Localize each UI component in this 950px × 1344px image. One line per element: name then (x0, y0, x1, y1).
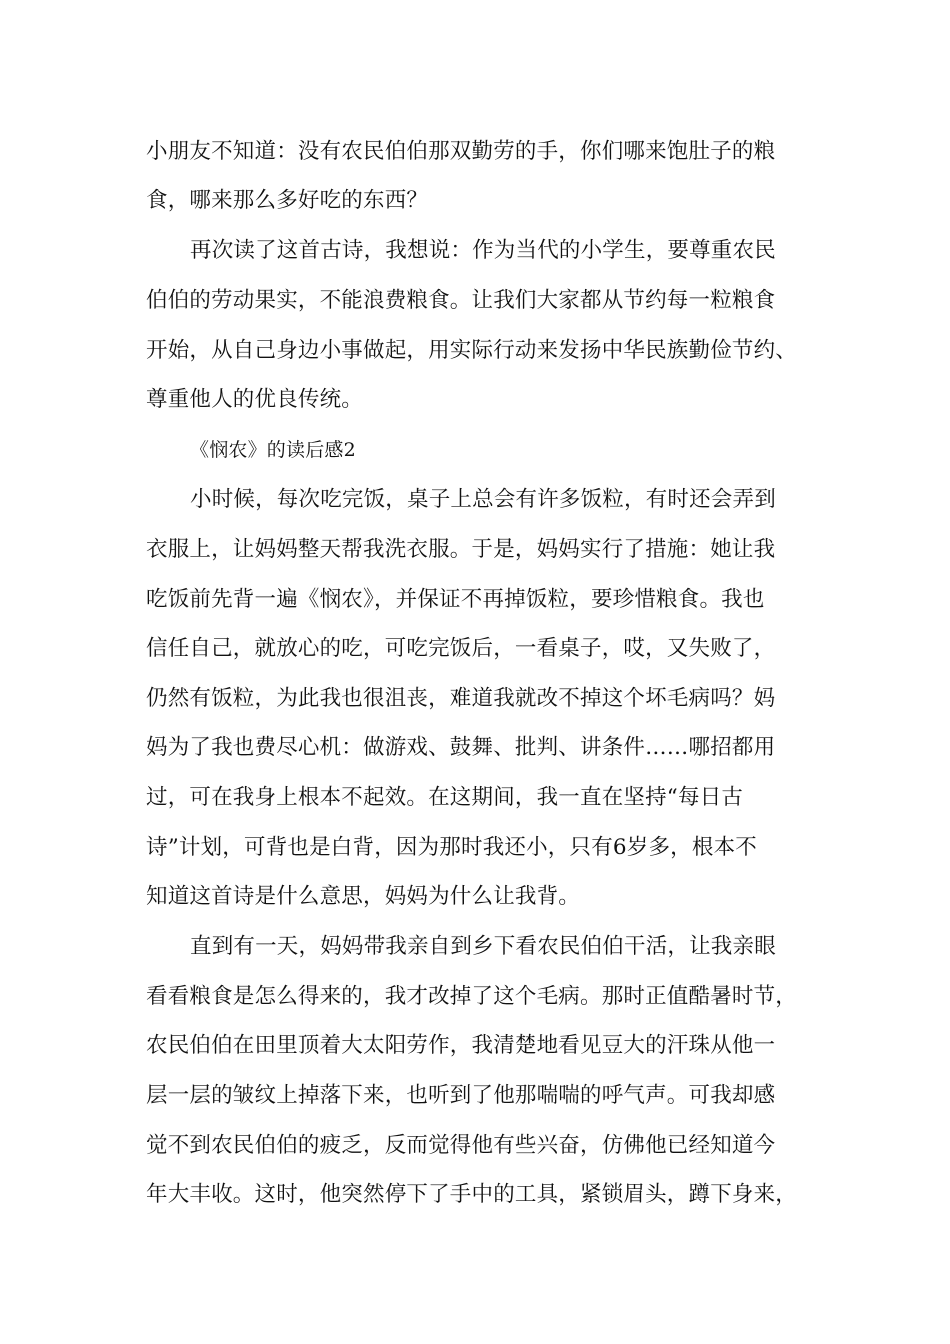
text-line-10: 吃饭前先背一遍《悯农》，并保证不再掉饭粒，要珍惜粮食。我也 (146, 587, 765, 612)
text-line-6: 尊重他人的优良传统。 (146, 387, 364, 412)
text-line-14: 过，可在我身上根本不起效。在这期间，我一直在坚持“每日古 (146, 785, 744, 810)
text-line-13: 妈为了我也费尽心机：做游戏、鼓舞、批判、讲条件……哪招都用 (146, 735, 776, 760)
text-line-3: 再次读了这首古诗，我想说：作为当代的小学生，要尊重农民 (190, 238, 776, 263)
text-line-21: 觉不到农民伯伯的疲乏，反而觉得他有些兴奋，仿佛他已经知道今 (146, 1133, 776, 1158)
text-line-22: 年大丰收。这时，他突然停下了手中的工具，紧锁眉头，蹲下身来， (146, 1182, 798, 1207)
text-line-15: 诗”计划，可背也是白背，因为那时我还小，只有6岁多，根本不 (146, 835, 757, 860)
text-line-16: 知道这首诗是什么意思，妈妈为什么让我背。 (146, 884, 581, 909)
text-line-20: 层一层的皱纹上掉落下来，也听到了他那喘喘的呼气声。可我却感 (146, 1083, 776, 1108)
text-line-19: 农民伯伯在田里顶着大太阳劳作，我清楚地看见豆大的汗珠从他一 (146, 1033, 776, 1058)
text-line-9: 衣服上，让妈妈整天帮我洗衣服。于是，妈妈实行了措施：她让我 (146, 537, 776, 562)
text-line-8: 小时候，每次吃完饭，桌子上总会有许多饭粒，有时还会弄到 (190, 487, 776, 512)
text-line-4: 伯伯的劳动果实，不能浪费粮食。让我们大家都从节约每一粒粮食 (146, 288, 776, 313)
text-line-17: 直到有一天，妈妈带我亲自到乡下看农民伯伯干活，让我亲眼 (190, 934, 776, 959)
text-line-2: 食，哪来那么多好吃的东西？ (146, 188, 429, 213)
text-line-11: 信任自己，就放心的吃，可吃完饭后，一看桌子，哎，又失败了， (146, 636, 776, 661)
text-line-5: 开始，从自己身边小事做起，用实际行动来发扬中华民族勤俭节约、 (146, 338, 798, 363)
text-line-18: 看看粮食是怎么得来的，我才改掉了这个毛病。那时正值酷暑时节， (146, 984, 798, 1009)
text-line-1: 小朋友不知道：没有农民伯伯那双勤劳的手，你们哪来饱肚子的粮 (146, 139, 776, 164)
section-heading: 《悯农》的读后感2 (190, 439, 356, 461)
text-line-12: 仍然有饭粒，为此我也很沮丧，难道我就改不掉这个坏毛病吗？妈 (146, 686, 776, 711)
